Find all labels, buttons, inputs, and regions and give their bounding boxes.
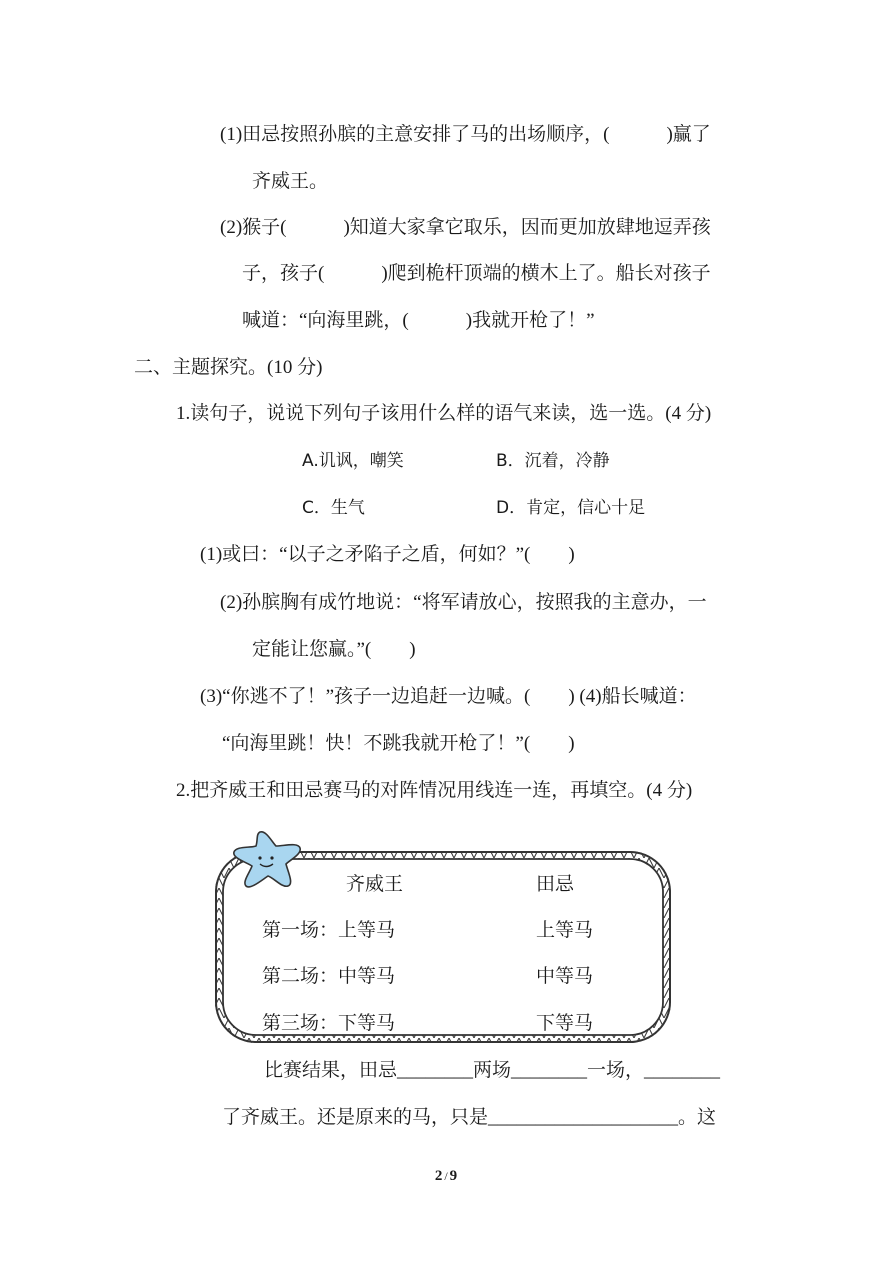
table-row-left: 第三场：下等马	[262, 1013, 396, 1034]
table-header-tian: 田忌	[536, 874, 575, 895]
question-line: 喊道：“向海里跳，( )我就开枪了！”	[242, 310, 595, 331]
table-row-left: 第二场：中等马	[262, 966, 396, 987]
sentence-item: (2)孙膑胸有成竹地说：“将军请放心，按照我的主意办，一	[220, 592, 707, 613]
question-line: (2)猴子( )知道大家拿它取乐，因而更加放肆地逗弄孩	[220, 217, 711, 238]
question-title: 2.把齐威王和田忌赛马的对阵情况用线连一连，再填空。(4 分)	[176, 780, 693, 801]
star-mascot-icon	[222, 828, 320, 892]
sentence-item: (1)或曰：“以子之矛陷子之盾，何如？”( )	[200, 544, 575, 565]
page-number	[0, 1168, 892, 1185]
page-current: 2	[434, 1168, 443, 1184]
table-row-left: 第一场：上等马	[262, 920, 396, 941]
table-row-right: 上等马	[536, 920, 594, 941]
sentence-item: “向海里跳！快！不跳我就开枪了！”( )	[222, 733, 575, 754]
option-c: C．生气	[302, 498, 365, 518]
table-row-right: 中等马	[536, 966, 594, 987]
question-line: 子，孩子( )爬到桅杆顶端的横木上了。船长对孩子	[242, 263, 711, 284]
sentence-item: 定能让您赢。”( )	[252, 639, 416, 660]
question-line: (1)田忌按照孙膑的主意安排了马的出场顺序，( )赢了	[220, 124, 711, 145]
option-d: D．肯定，信心十足	[496, 498, 646, 518]
question-title: 1.读句子，说说下列句子该用什么样的语气来读，选一选。(4 分)	[176, 403, 712, 424]
fill-blank-line: 了齐威王。还是原来的马，只是____________________。这	[222, 1107, 717, 1128]
table-header-qi: 齐威王	[346, 874, 404, 895]
question-line: 齐威王。	[252, 171, 329, 192]
sentence-item: (3)“你逃不了！”孩子一边追赶一边喊。( ) (4)船长喊道：	[200, 686, 697, 707]
page-separator: /	[444, 1169, 448, 1183]
page-total: 9	[449, 1168, 458, 1184]
option-b: B．沉着，冷静	[496, 451, 610, 471]
option-a: A.讥讽，嘲笑	[302, 451, 404, 471]
section-heading: 二、主题探究。(10 分)	[134, 357, 323, 378]
table-row-right: 下等马	[536, 1013, 594, 1034]
fill-blank-line: 比赛结果，田忌________两场________一场，________	[264, 1060, 721, 1081]
